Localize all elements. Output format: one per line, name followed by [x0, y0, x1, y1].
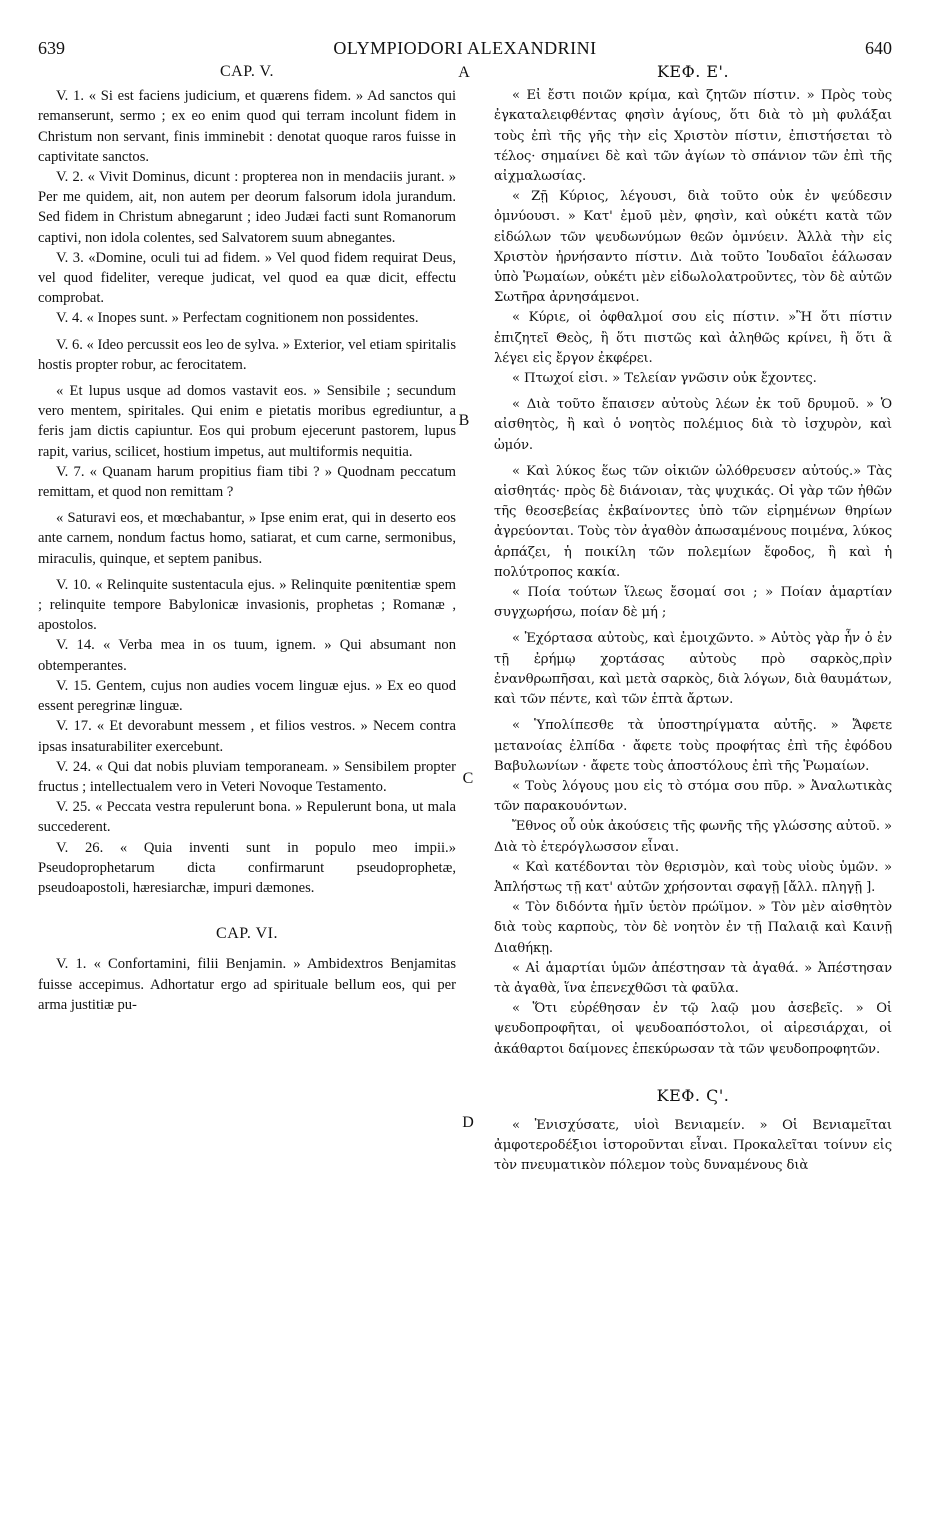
greek-paragraph: « Ζῇ Κύριος, λέγουσι, διὰ τοῦτο οὐκ ἐν ψεύδεσιν ὀμνύουσι. » Κατ' ἐμοῦ μὲν, φησὶν, καὶ οὐκέτι κατὰ τῶν εἰδώλων τῶν ψευδωνύμων θεῶν ὀμνύειν. Ἀλλὰ τὴν εἰς Χριστὸν ἠρνήσαντο πίστιν. Διὰ τοῦτο Ἰουδαῖοι ἑάλωσαν ὑπὸ Ῥωμαίων, οὐκέτι μὲν εἰδωλολατροῦντες, τὸν δὲ αὐτῶν Σωτῆρα ἀρνησάμενοι.: [494, 189, 892, 306]
latin-paragraph: V. 7. « Quanam harum propitius fiam tibi ? » Quodnam peccatum remittam, et quod non remittam ?: [38, 463, 456, 501]
greek-paragraph: « Τοὺς λόγους μου εἰς τὸ στόμα σου πῦρ. » Ἀναλωτικὰς τῶν παρακουόντων.: [494, 778, 892, 815]
page-number-right: 640: [865, 38, 892, 58]
chapter-heading-v-latin: CAP. V.: [219, 63, 275, 80]
latin-paragraph: V. 3. «Domine, oculi tui ad fidem. » Vel quod fidem requirat Deus, vel quod fideliter, vereque judicat, vel quod ea quæ dicit, effectu comprobat.: [38, 249, 456, 307]
greek-paragraph: « Κύριε, οἱ ὀφθαλμοί σου εἰς πίστιν. »Ἢ ὅτι πίστιν ἐπιζητεῖ Θεὸς, ἢ ὅτι πιστῶς καὶ ἀληθῶς κρίνει, ἢ ὅτι ἃ λέγει εἰς ἔργον ἐκφέρει.: [494, 310, 892, 366]
latin-paragraph: V. 17. « Et devorabunt messem , et filios vestros. » Necem contra ipsas insaturabiliter exercebunt.: [38, 718, 456, 755]
greek-paragraph: « Διὰ τοῦτο ἔπαισεν αὐτοὺς λέων ἐκ τοῦ δρυμοῦ. » Ὁ αἰσθητὸς, ἢ καὶ ὁ νοητὸς πολέμιος διὰ τὸ ἰσχυρὸν, καὶ ὠμόν.: [494, 397, 892, 453]
greek-paragraph: « Εἰ ἔστι ποιῶν κρίμα, καὶ ζητῶν πίστιν. » Πρὸς τοὺς ἐγκαταλειφθέντας φησὶν ἁγίους, ὅτι διὰ τὸ μὴ φυλάξαι τοὺς ἐπὶ τῆς γῆς τὴν εἰς Χριστὸν πίστιν, ἐπιστήσεται τὸ τέλος· σημαίνει δὲ καὶ τῶν ἁγίων τὸ σπάνιον τῶν ἐπὶ τῆς αἰχμαλωσίας.: [494, 88, 892, 185]
latin-paragraph: V. 1. « Confortamini, filii Benjamin. » Ambidextros Benjamitas fuisse accepimus. Adhortatur ergo ad spirituale bellum eos, qui per arma justitiæ pu-: [38, 956, 456, 1013]
margin-letter-d: D: [462, 1114, 474, 1131]
latin-column: [38, 62, 456, 1015]
latin-paragraph: « Saturavi eos, et mœchabantur, » Ipse enim erat, qui in deserto eos ante carnem, nondum factus homo, satiarat, et cum carne, sermonibus, miraculis, quinque, et septem panibus.: [38, 510, 456, 567]
greek-paragraph: « Αἱ ἁμαρτίαι ὑμῶν ἀπέστησαν τὰ ἀγαθά. » Ἀπέστησαν τὰ ἀγαθὰ, ἵνα ἐπενεχθῶσι τὰ φαῦλα.: [494, 960, 892, 996]
latin-paragraph: V. 14. « Verba mea in os tuum, ignem. » Qui absumant non obtemperantes.: [38, 637, 456, 674]
greek-paragraph: « Πτωχοί εἰσι. » Τελείαν γνῶσιν οὐκ ἔχοντες.: [512, 371, 817, 387]
greek-paragraph: « Τὸν διδόντα ἡμῖν ὑετὸν πρώϊμον. » Τὸν μὲν αἰσθητὸν διὰ τοὺς καρποὺς, τὸν δὲ νοητὸν ἐν τῇ Παλαιᾷ καὶ Καινῇ Διαθήκῃ.: [494, 900, 892, 956]
latin-paragraph: V. 2. « Vivit Dominus, dicunt : propterea non in mendaciis jurant. » Per me quidem, ait, non autem per deorum falsorum idola jurandum. Sed fidem in Christum abnegarunt ; ideo Judæi facti sunt Romanorum captivi, non idola colentes, sed Salvatorem suum abnegantes.: [38, 169, 456, 246]
chapter-heading-v-greek: ΚΕΦ. Ε'.: [656, 62, 730, 81]
greek-paragraph: « Καὶ λύκος ἕως τῶν οἰκιῶν ὠλόθρευσεν αὐτούς.» Τὰς αἰσθητάς· πρὸς δὲ διάνοιαν, τὰς ψυχικάς. Οἱ γὰρ τῶν ἠθῶν τῆς θεοσεβείας ἐκβαίνοντες ὑπὸ τῶν εἰρημένων θηρίων ἀγρεύονται. Τοὺς τὸν ἀγαθὸν ἀπωσαμένους ποιμένα, λύκος ἁρπάζει, ἡ ποικίλη τῶν πολεμίων ἔφοδος, ἢ καὶ ἡ πολύτροπος κακία.: [494, 463, 892, 580]
latin-paragraph: V. 26. « Quia inventi sunt in populo meo impii.» Pseudoprophetarum dicta confirmarunt pseudoprophetæ, pseudoapostoli, hæresiarchæ, impuri dæmones.: [38, 839, 456, 896]
latin-paragraph: V. 10. « Relinquite sustentacula ejus. » Relinquite pœnitentiæ spem ; relinquite tempore Babylonicæ invasionis, prophetas ; Romanæ , apostolos.: [38, 576, 456, 634]
greek-paragraph: « Ἐνισχύσατε, υἱοὶ Βενιαμείν. » Οἱ Βενιαμεῖται ἀμφοτεροδέξιοι ἱστοροῦνται εἶναι. Προκαλεῖται τοίνυν εἰς τὸν πνευματικὸν πόλεμον τοὺς δυναμένους διὰ: [494, 1117, 892, 1174]
page-header: [38, 38, 892, 64]
latin-paragraph: V. 6. « Ideo percussit eos leo de sylva. » Exterior, vel etiam spiritalis hostis propter robur, ac ferocitatem.: [38, 336, 456, 373]
margin-letter-b: B: [458, 412, 470, 429]
latin-paragraph: « Et lupus usque ad domos vastavit eos. » Sensibile ; secundum vero mentem, spiritales. Qui enim e pietatis moribus egrediuntur, a feris jam dictis capiuntur. Eos qui probum ejecerunt pastorem, lupus rapit, varius, scilicet, hostium impetus, aut multiformis nequitia.: [38, 383, 456, 460]
margin-letter-c: C: [462, 770, 474, 787]
greek-paragraph: « Ὅτι εὑρέθησαν ἐν τῷ λαῷ μου ἀσεβεῖς. » Οἱ ψευδοπροφῆται, οἱ ψευδοαπόστολοι, οἱ αἱρεσιάρχαι, οἱ ἀκάθαρτοι δαίμονες ἐπεκύρωσαν τὰ τῶν ψευδοπροφητῶν.: [494, 1001, 892, 1057]
running-title: OLYMPIODORI ALEXANDRINI: [333, 38, 597, 58]
margin-letter-a: A: [458, 64, 470, 81]
greek-paragraph: « Ὑπολίπεσθε τὰ ὑποστηρίγματα αὐτῆς. » Ἄφετε μετανοίας ἐλπίδα · ἄφετε τοὺς προφήτας ἐπὶ τῆς ἐφόδου Βαβυλωνίων · ἄφετε τοὺς ἀποστόλους ἐπὶ τῆς Ῥωμαίων.: [494, 718, 892, 774]
greek-paragraph: « Καὶ κατέδονται τὸν θερισμὸν, καὶ τοὺς υἱοὺς ὑμῶν. » Ἀπλήστως τῇ κατ' αὐτῶν χρήσονται σφαγῇ [ἄλλ. πληγῇ ].: [494, 859, 892, 895]
greek-column: [494, 62, 892, 1177]
latin-paragraph: V. 25. « Peccata vestra repulerunt bona. » Repulerunt bona, ut mala succederent.: [38, 799, 456, 836]
chapter-heading-vi-latin: CAP. VI.: [216, 925, 278, 943]
greek-paragraph: « Ἐχόρτασα αὐτοὺς, καὶ ἐμοιχῶντο. » Αὐτὸς γὰρ ἦν ὁ ἐν τῇ ἐρήμῳ χορτάσας αὐτοὺς πρὸ σαρκὸς,πρὶν ἐνανθρωπῆσαι, καὶ μετὰ σαρκὸς, διὰ λόγων, διὰ θαυμάτων, καὶ τῶν πέντε, καὶ τῶν ἑπτὰ ἄρτων.: [494, 631, 892, 708]
latin-paragraph: V. 24. « Qui dat nobis pluviam temporaneam. » Sensibilem propter fructus ; intellectualem vero in Veteri Novoque Testamento.: [38, 758, 456, 795]
latin-paragraph: V. 4. « Inopes sunt. » Perfectam cognitionem non possidentes.: [56, 310, 419, 327]
greek-paragraph: Ἔθνος οὗ οὐκ ἀκούσεις τῆς φωνῆς τῆς γλώσσης αὐτοῦ. » Διὰ τὸ ἑτερόγλωσσον εἶναι.: [494, 819, 892, 855]
chapter-heading-vi-greek: ΚΕΦ. Ϛ'.: [656, 1085, 730, 1105]
latin-paragraph: V. 15. Gentem, cujus non audies vocem linguæ ejus. » Ex eo quod essent peregrinæ linguæ.: [38, 677, 456, 715]
latin-paragraph: V. 1. « Si est faciens judicium, et quærens fidem. » Ad sanctos qui remanserunt, sermo ; ex eo enim quod qui terram incolunt fidem in Christum non servant, finis imminebit : denotat quoque raros fuisse in captivitate sanctos.: [38, 88, 456, 165]
greek-paragraph: « Ποία τούτων ἵλεως ἔσομαί σοι ; » Ποίαν ἁμαρτίαν συγχωρήσω, ποίαν δὲ μή ;: [494, 585, 892, 621]
page-number-left: 639: [38, 38, 65, 58]
